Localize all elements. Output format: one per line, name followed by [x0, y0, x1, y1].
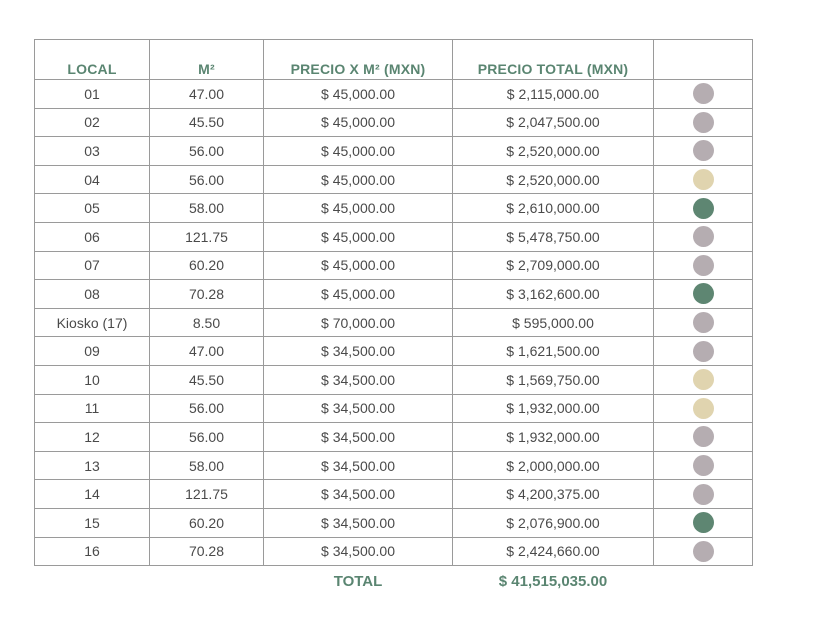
- status-dot-icon: [693, 140, 714, 161]
- local-cell: 01: [35, 80, 150, 109]
- price-per-m2-cell: $ 45,000.00: [264, 108, 453, 137]
- area-cell: 58.00: [150, 194, 264, 223]
- area-cell: 60.20: [150, 508, 264, 537]
- total-price-cell: $ 2,610,000.00: [453, 194, 654, 223]
- total-price-cell: $ 2,115,000.00: [453, 80, 654, 109]
- status-cell: [654, 480, 753, 509]
- local-cell: 12: [35, 423, 150, 452]
- status-dot-icon: [693, 426, 714, 447]
- total-label: TOTAL: [333, 572, 383, 590]
- total-price-cell: $ 2,076,900.00: [453, 508, 654, 537]
- total-price-cell: $ 4,200,375.00: [453, 480, 654, 509]
- price-per-m2-cell: $ 45,000.00: [264, 251, 453, 280]
- total-value: $ 41,515,035.00: [498, 572, 608, 590]
- local-cell: 03: [35, 137, 150, 166]
- header-local: LOCAL: [35, 40, 150, 80]
- status-dot-icon: [693, 455, 714, 476]
- price-table: [34, 39, 753, 596]
- header-status: [654, 40, 753, 80]
- area-cell: 56.00: [150, 165, 264, 194]
- local-cell: 09: [35, 337, 150, 366]
- status-dot-icon: [693, 541, 714, 562]
- table-row: [35, 308, 753, 337]
- table-row: [35, 80, 753, 109]
- local-cell: 02: [35, 108, 150, 137]
- status-dot-icon: [693, 198, 714, 219]
- total-price-cell: $ 1,569,750.00: [453, 365, 654, 394]
- status-dot-icon: [693, 112, 714, 133]
- local-cell: 05: [35, 194, 150, 223]
- area-cell: 121.75: [150, 480, 264, 509]
- table-row: [35, 337, 753, 366]
- local-cell: 04: [35, 165, 150, 194]
- status-dot-icon: [693, 341, 714, 362]
- status-cell: [654, 194, 753, 223]
- status-cell: [654, 337, 753, 366]
- table-row: [35, 280, 753, 309]
- local-cell: 11: [35, 394, 150, 423]
- table-row: [35, 423, 753, 452]
- total-price-cell: $ 5,478,750.00: [453, 222, 654, 251]
- header-price-per-m2: PRECIO X M² (MXN): [264, 40, 453, 80]
- table-row: [35, 222, 753, 251]
- area-cell: 47.00: [150, 80, 264, 109]
- total-row: [35, 566, 753, 597]
- price-per-m2-cell: $ 34,500.00: [264, 451, 453, 480]
- status-cell: [654, 165, 753, 194]
- total-price-cell: $ 2,047,500.00: [453, 108, 654, 137]
- total-price-cell: $ 2,520,000.00: [453, 165, 654, 194]
- status-dot-icon: [693, 484, 714, 505]
- status-dot-icon: [693, 169, 714, 190]
- table-row: [35, 251, 753, 280]
- table-row: [35, 194, 753, 223]
- status-cell: [654, 80, 753, 109]
- price-per-m2-cell: $ 34,500.00: [264, 394, 453, 423]
- header-area: M²: [150, 40, 264, 80]
- price-per-m2-cell: $ 34,500.00: [264, 365, 453, 394]
- area-cell: 56.00: [150, 394, 264, 423]
- local-cell: 14: [35, 480, 150, 509]
- area-cell: 70.28: [150, 280, 264, 309]
- table-row: [35, 365, 753, 394]
- price-per-m2-cell: $ 45,000.00: [264, 194, 453, 223]
- total-price-cell: $ 1,932,000.00: [453, 394, 654, 423]
- price-per-m2-cell: $ 70,000.00: [264, 308, 453, 337]
- status-cell: [654, 222, 753, 251]
- status-dot-icon: [693, 312, 714, 333]
- table-header-row: [35, 40, 753, 80]
- status-cell: [654, 365, 753, 394]
- status-cell: [654, 537, 753, 566]
- table-row: [35, 108, 753, 137]
- price-per-m2-cell: $ 34,500.00: [264, 423, 453, 452]
- status-cell: [654, 280, 753, 309]
- total-price-cell: $ 2,520,000.00: [453, 137, 654, 166]
- local-cell: 13: [35, 451, 150, 480]
- price-per-m2-cell: $ 34,500.00: [264, 480, 453, 509]
- price-per-m2-cell: $ 45,000.00: [264, 137, 453, 166]
- area-cell: 45.50: [150, 108, 264, 137]
- status-cell: [654, 508, 753, 537]
- area-cell: 58.00: [150, 451, 264, 480]
- status-dot-icon: [693, 283, 714, 304]
- local-cell: 07: [35, 251, 150, 280]
- status-dot-icon: [693, 512, 714, 533]
- status-cell: [654, 308, 753, 337]
- table-row: [35, 137, 753, 166]
- table-row: [35, 394, 753, 423]
- local-cell: 10: [35, 365, 150, 394]
- price-per-m2-cell: $ 45,000.00: [264, 80, 453, 109]
- status-dot-icon: [693, 255, 714, 276]
- price-per-m2-cell: $ 45,000.00: [264, 280, 453, 309]
- total-price-cell: $ 1,621,500.00: [453, 337, 654, 366]
- price-per-m2-cell: $ 34,500.00: [264, 508, 453, 537]
- table-row: [35, 537, 753, 566]
- total-price-cell: $ 2,709,000.00: [453, 251, 654, 280]
- total-price-cell: $ 2,000,000.00: [453, 451, 654, 480]
- local-cell: 16: [35, 537, 150, 566]
- area-cell: 8.50: [150, 308, 264, 337]
- table-row: [35, 508, 753, 537]
- status-cell: [654, 251, 753, 280]
- total-price-cell: $ 3,162,600.00: [453, 280, 654, 309]
- local-cell: 06: [35, 222, 150, 251]
- status-dot-icon: [693, 369, 714, 390]
- local-cell: Kiosko (17): [35, 308, 150, 337]
- price-per-m2-cell: $ 45,000.00: [264, 222, 453, 251]
- status-cell: [654, 394, 753, 423]
- area-cell: 70.28: [150, 537, 264, 566]
- total-price-cell: $ 1,932,000.00: [453, 423, 654, 452]
- status-cell: [654, 137, 753, 166]
- total-price-cell: $ 2,424,660.00: [453, 537, 654, 566]
- price-per-m2-cell: $ 45,000.00: [264, 165, 453, 194]
- table-row: [35, 451, 753, 480]
- price-per-m2-cell: $ 34,500.00: [264, 337, 453, 366]
- total-price-cell: $ 595,000.00: [453, 308, 654, 337]
- status-dot-icon: [693, 83, 714, 104]
- area-cell: 47.00: [150, 337, 264, 366]
- status-cell: [654, 423, 753, 452]
- local-cell: 15: [35, 508, 150, 537]
- local-cell: 08: [35, 280, 150, 309]
- status-dot-icon: [693, 226, 714, 247]
- status-cell: [654, 108, 753, 137]
- table-row: [35, 165, 753, 194]
- table-row: [35, 480, 753, 509]
- price-per-m2-cell: $ 34,500.00: [264, 537, 453, 566]
- area-cell: 121.75: [150, 222, 264, 251]
- status-dot-icon: [693, 398, 714, 419]
- area-cell: 56.00: [150, 423, 264, 452]
- status-cell: [654, 451, 753, 480]
- area-cell: 60.20: [150, 251, 264, 280]
- area-cell: 45.50: [150, 365, 264, 394]
- header-total-price: PRECIO TOTAL (MXN): [453, 40, 654, 80]
- area-cell: 56.00: [150, 137, 264, 166]
